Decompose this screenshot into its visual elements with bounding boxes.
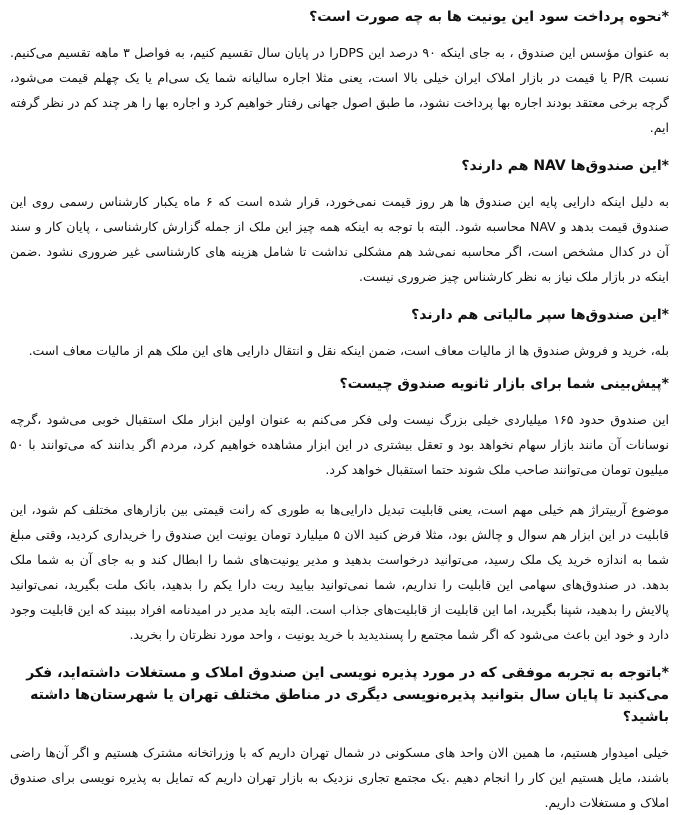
question-heading: *پیش‌بینی شما برای بازار ثانویه صندوق چیست؟ bbox=[339, 376, 669, 392]
question-heading: *باتوجه به تجربه موفقی که در مورد پذیره نویسی این صندوق املاک و مستغلات داشته‌اید، فکر می‌کنید تا پایان سال بتوانید پذیره‌نویسی دیگری در مناطق مختلف تهران یا شهرستان‌ها داشته باشید؟ bbox=[26, 665, 669, 725]
question-heading: *این صندوق‌ها NAV هم دارند؟ bbox=[461, 158, 669, 174]
answer-paragraph: بله، خرید و فروش صندوق ها از مالیات معاف است، ضمن اینکه نقل و انتقال دارایی های این ملک هم از مالیات معاف است. bbox=[28, 343, 669, 358]
answer-paragraph: به عنوان مؤسس این صندوق ، به جای اینکه ۹۰ درصد این DPSرا در پایان سال تقسیم کنیم، به فواصل ۳ ماهه تقسیم می‌کنیم. نسبت P/R یا قیمت در بازار املاک ایران خیلی بالا است، یعنی مثلا اجاره سالیانه شما یک سی‌ام یا یک چهلم قیمت می‌شود، گرچه برخی معتقد بودند اجاره بها پرداخت نشود، ما طبق اصول جهانی رفتار خواهیم کرد و اجاره بها را هر چند کم در نظر گرفته ایم. bbox=[10, 45, 670, 135]
answer-paragraph: به دلیل اینکه دارایی پایه این صندوق ها هر روز قیمت نمی‌خورد، قرار شده است که ۶ ماه یکبار کارشناس رسمی روی این صندوق قیمت بدهد و NAV محاسبه شود. البته با توجه به اینکه همه چیز این ملک از جمله گزارش کارشناسی ، پایان کار و سند آن در کدال مشخص است، اگر محاسبه نمی‌شد هم مشکلی نداشت تا شامل هزینه های کارشناسی غیر ضروری نشود .ضمن اینکه در بازار ملک نیاز به نظر کارشناس چیز ضروری نیست. bbox=[10, 194, 669, 284]
answer-paragraph: خیلی امیدوار هستیم، ما همین الان واحد های مسکونی در شمال تهران داریم که با وزراتخانه مشترک هستیم و اگر آن‌ها راضی باشند، مایل هستیم این کار را انجام دهیم .یک مجتمع تجاری نزدیک به بازار تهران داریم که تمایل به پذیره نویسی برای صندوق املاک و مستغلات داریم. bbox=[10, 745, 669, 810]
question-heading: *نحوه پرداخت سود این یونیت ها به چه صورت است؟ bbox=[309, 9, 669, 25]
question-heading: *این صندوق‌ها سپر مالیاتی هم دارند؟ bbox=[411, 307, 669, 323]
answer-paragraph: موضوع آربیتراژ هم خیلی مهم است، یعنی قابلیت تبدیل دارایی‌ها به طوری که رانت قیمتی بین بازارهای مختلف کم شود، این قابلیت در این ابزار هم سوال و چالش بود، مثلا فرض کنید الان ۵ میلیارد تومان یونیت این صندوق را خریداری کردید، وقتی مبلغ شما به اندازه خرید یک ملک رسید، می‌توانید درخواست بدهید و مدیر یونیت‌های شما را ابطال کند و به جای آن به شما ملک بدهد. در صندوق‌های سهامی این قابلیت را نداریم، شما نمی‌توانید بیایید ریت دارا یکم را بدهید، بانک ملت بگیرید، نمی‌توانید پالایش را بدهید، شپنا بگیرید، اما این قابلیت از قابلیت‌های جذاب است. البته باید مدیر در امیدنامه افراد ببیند که این قابلیت وجود دارد و خود این باعث می‌شود که اگر شما مجتمع را پسندیدید با خرید یونیت ، واحد مورد نظرتان را بخرید. bbox=[10, 502, 670, 642]
answer-paragraph: این صندوق حدود ۱۶۵ میلیاردی خیلی بزرگ نیست ولی فکر می‌کنم به عنوان اولین ابزار ملک استقبال خوبی می‌شود ،گرچه نوسانات آن مانند بازار سهام نخواهد بود و تعقل بیشتری در این ابزار مشاهده خواهیم کرد، مردم اگر بدانند که می‌توانند با ۵۰ میلیون تومان می‌توانند صاحب ملک شوند حتما استقبال خواهد کرد. bbox=[10, 412, 670, 477]
